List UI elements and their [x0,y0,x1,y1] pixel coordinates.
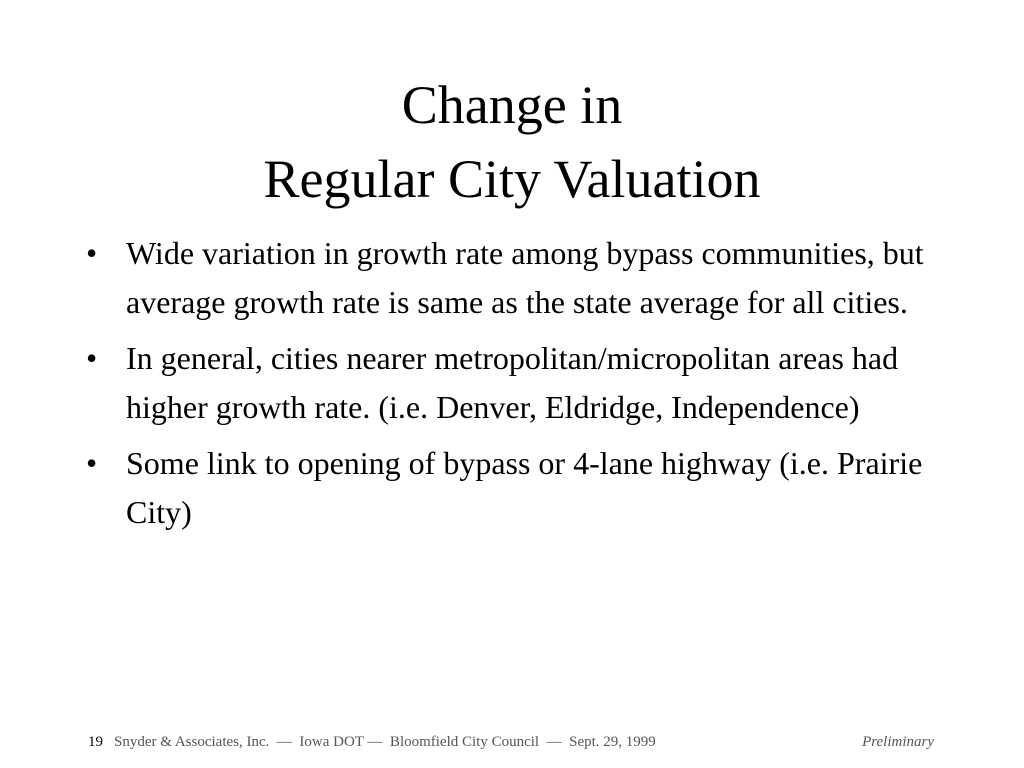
bullet-item [86,439,946,537]
bullet-list [86,229,946,544]
bullet-item [86,334,946,432]
bullet-text: Some link to opening of bypass or 4-lane highway (i.e. Prairie City) [126,445,923,530]
bullet-icon: • [86,340,98,376]
title-line-2: Regular City Valuation [263,149,761,209]
bullet-icon: • [86,445,98,481]
slide-title [0,68,1024,216]
bullet-icon: • [86,235,98,271]
status-label: Preliminary [862,734,934,750]
title-line-1: Change in [401,75,623,135]
page-number: 19 [88,734,103,750]
bullet-item [86,229,946,327]
bullet-text: Wide variation in growth rate among bypass communities, but average growth rate is same as the state average for all cities. [126,235,924,320]
bullet-text: In general, cities nearer metropolitan/micropolitan areas had higher growth rate. (i.e. Denver, Eldridge, Independence) [126,340,899,425]
footer-credits: Snyder & Associates, Inc. — Iowa DOT — Bloomfield City Council — Sept. 29, 1999 [114,734,656,750]
slide-footer [88,731,934,753]
